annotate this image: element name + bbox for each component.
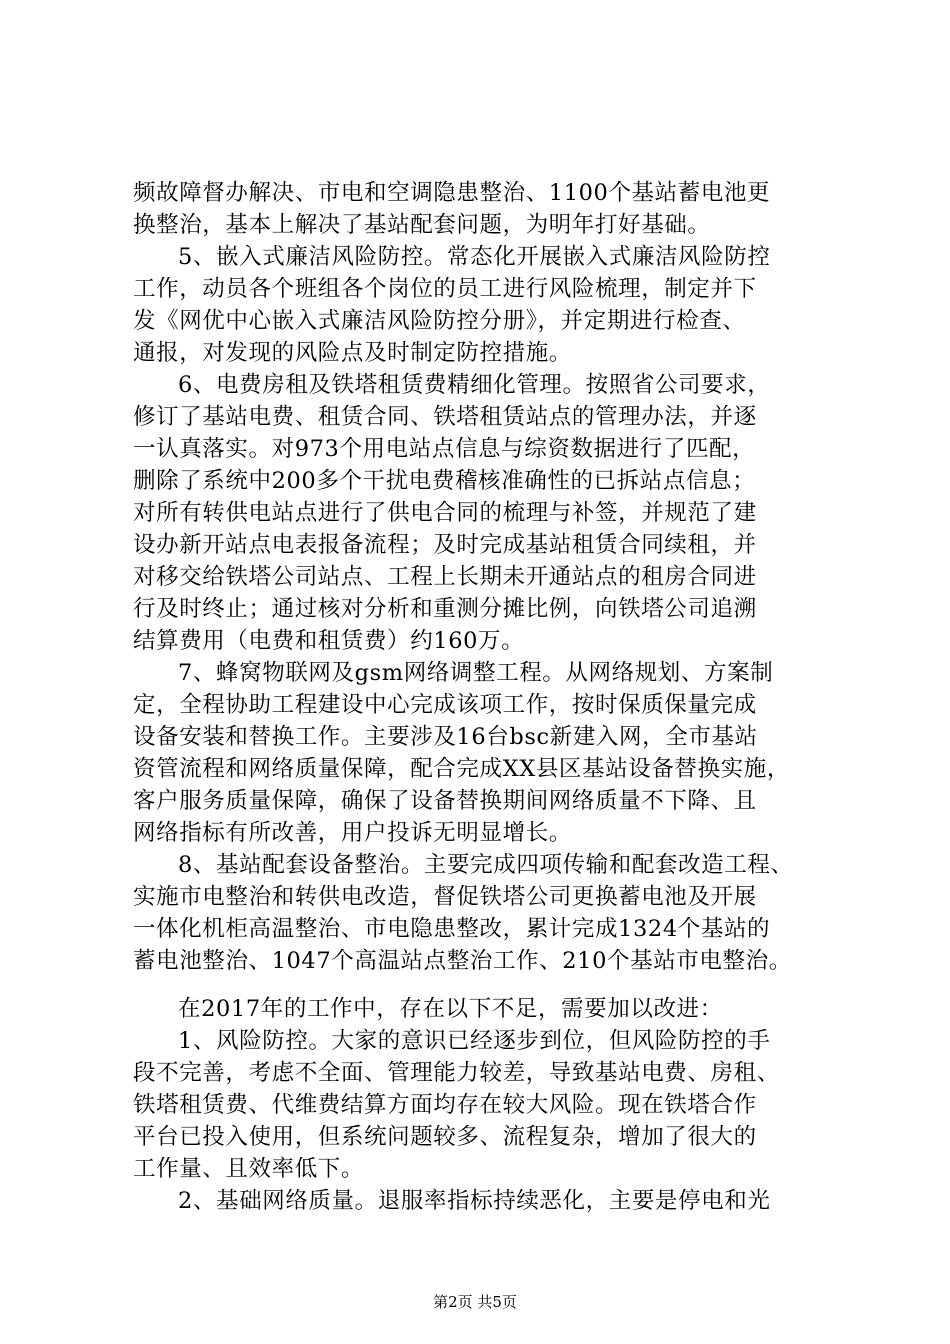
text-line: 网络指标有所改善，用户投诉无明显增长。	[133, 820, 572, 846]
text-line: 客户服务质量保障，确保了设备替换期间网络质量不下降、且	[133, 788, 757, 814]
text-line: 设办新开站点电表报备流程；及时完成基站租赁合同续租，并	[133, 532, 757, 558]
text-line: 一体化机柜高温整治、市电隐患整改，累计完成1324个基站的	[133, 916, 771, 942]
text-line: 平台已投入使用，但系统问题较多、流程复杂，增加了很大的	[133, 1124, 757, 1150]
text-line: 铁塔租赁费、代维费结算方面均存在较大风险。现在铁塔合作	[133, 1092, 757, 1118]
paragraph-heading-5: 5、嵌入式廉洁风险防控。常态化开展嵌入式廉洁风险防控	[178, 244, 771, 270]
text-line: 换整治，基本上解决了基站配套问题，为明年打好基础。	[133, 212, 711, 238]
shortcoming-heading-1: 1、风险防控。大家的意识已经逐步到位，但风险防控的手	[178, 1028, 771, 1054]
text-line: 设备安装和替换工作。主要涉及16台bsc新建入网，全市基站	[133, 724, 758, 750]
text-line: 发《网优中心嵌入式廉洁风险防控分册》，并定期进行检查、	[133, 308, 746, 334]
text-line: 工作量、且效率低下。	[133, 1156, 365, 1182]
paragraph-heading-6: 6、电费房租及铁塔租赁费精细化管理。按照省公司要求，	[178, 372, 771, 398]
paragraph-heading-8: 8、基站配套设备整治。主要完成四项传输和配套改造工程、	[178, 852, 794, 878]
page-footer: 第2页 共5页	[433, 1293, 517, 1311]
text-line: 对所有转供电站点进行了供电合同的梳理与补签，并规范了建	[133, 500, 757, 526]
text-line: 蓄电池整治、1047个高温站点整治工作、210个基站市电整治。	[133, 948, 792, 974]
text-line: 资管流程和网络质量保障，配合完成XX县区基站设备替换实施，	[133, 756, 790, 782]
shortcomings-intro: 在2017年的工作中，存在以下不足，需要加以改进：	[178, 996, 723, 1022]
text-line: 行及时终止；通过核对分析和重测分摊比例，向铁塔公司追溯	[133, 596, 757, 622]
paragraph-heading-7: 7、蜂窝物联网及gsm网络调整工程。从网络规划、方案制	[178, 660, 774, 686]
text-line: 实施市电整治和转供电改造，督促铁塔公司更换蓄电池及开展	[133, 884, 757, 910]
text-line: 修订了基站电费、租赁合同、铁塔租赁站点的管理办法，并逐	[133, 404, 757, 430]
text-line: 删除了系统中200多个干扰电费稽核准确性的已拆站点信息；	[133, 468, 756, 494]
text-line: 频故障督办解决、市电和空调隐患整治、1100个基站蓄电池更	[133, 180, 771, 206]
text-line: 通报，对发现的风险点及时制定防控措施。	[133, 340, 572, 366]
text-line: 定，全程协助工程建设中心完成该项工作，按时保质保量完成	[133, 692, 757, 718]
text-line: 对移交给铁塔公司站点、工程上长期未开通站点的租房合同进	[133, 564, 757, 590]
text-line: 一认真落实。对973个用电站点信息与综资数据进行了匹配，	[133, 436, 756, 462]
text-line: 结算费用（电费和租赁费）约160万。	[133, 628, 525, 654]
text-line: 工作，动员各个班组各个岗位的员工进行风险梳理，制定并下	[133, 276, 757, 302]
text-line: 段不完善，考虑不全面、管理能力较差，导致基站电费、房租、	[133, 1060, 780, 1086]
shortcoming-heading-2: 2、基础网络质量。退服率指标持续恶化，主要是停电和光	[178, 1188, 771, 1214]
